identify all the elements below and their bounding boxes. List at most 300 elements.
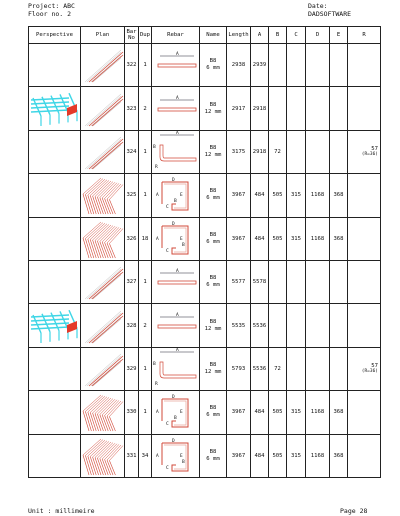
dimension-label: B bbox=[174, 416, 177, 422]
column-header: Name bbox=[200, 27, 227, 44]
plan-cell bbox=[81, 174, 125, 217]
plan-stirrup bbox=[83, 178, 101, 194]
bar-name: B8 bbox=[209, 318, 217, 325]
plan-cell bbox=[81, 347, 125, 390]
dim-b-cell: 505 bbox=[269, 391, 287, 434]
plan-line bbox=[93, 362, 121, 386]
dim-a-cell: 484 bbox=[251, 434, 269, 477]
bar-size: 12 mm bbox=[204, 368, 222, 375]
rebar-cell bbox=[152, 130, 200, 173]
name-cell bbox=[200, 260, 227, 303]
plan-view bbox=[81, 174, 125, 216]
dim-r-cell bbox=[348, 174, 381, 217]
plan-stirrup bbox=[107, 228, 121, 243]
column-header: B bbox=[269, 27, 287, 44]
plan-line bbox=[93, 319, 121, 343]
bar-no-cell: 327 bbox=[125, 260, 139, 303]
name-cell bbox=[200, 434, 227, 477]
dim-a-cell: 5578 bbox=[251, 260, 269, 303]
radius-value: 57 bbox=[371, 362, 378, 369]
rebar-shape bbox=[152, 261, 200, 303]
rebar-cell bbox=[152, 347, 200, 390]
perspective-view bbox=[29, 435, 81, 477]
dim-e-cell bbox=[330, 87, 348, 130]
perspective-view bbox=[29, 174, 81, 216]
plan-stirrup bbox=[109, 185, 123, 200]
table-body bbox=[29, 44, 381, 478]
perspective-cell bbox=[29, 304, 81, 347]
dim-r-cell bbox=[348, 391, 381, 434]
plan-bar bbox=[92, 272, 123, 299]
dimension-label: R bbox=[155, 381, 158, 387]
model-beam bbox=[31, 327, 69, 329]
bar-size: 6 mm bbox=[206, 65, 220, 72]
plan-stirrup bbox=[83, 439, 101, 455]
plan-line bbox=[87, 139, 121, 169]
perspective-view bbox=[29, 131, 81, 173]
plan-view bbox=[81, 131, 125, 173]
bar-no-cell: 330 bbox=[125, 391, 139, 434]
dup-cell: 1 bbox=[139, 130, 152, 173]
plan-stirrup bbox=[109, 402, 123, 417]
table-header-row bbox=[29, 27, 381, 44]
dimension-label: D bbox=[172, 438, 175, 444]
dim-a-cell: 2918 bbox=[251, 87, 269, 130]
name-cell bbox=[200, 304, 227, 347]
rebar-cell bbox=[152, 174, 200, 217]
bar-size: 6 mm bbox=[206, 455, 220, 462]
bar-name: B8 bbox=[209, 405, 217, 412]
dim-e-cell bbox=[330, 44, 348, 87]
dimension-label: A bbox=[156, 236, 159, 242]
rebar-shape bbox=[152, 348, 200, 390]
bar-name: B8 bbox=[209, 361, 217, 368]
dimension-label: R bbox=[155, 164, 158, 170]
dim-d-cell bbox=[306, 260, 330, 303]
dup-cell: 2 bbox=[139, 304, 152, 347]
bar-name: B8 bbox=[209, 144, 217, 151]
plan-bar bbox=[89, 96, 123, 126]
perspective-cell bbox=[29, 391, 81, 434]
plan-line bbox=[93, 102, 121, 126]
rebar-bar bbox=[158, 108, 196, 111]
dim-r-cell bbox=[348, 87, 381, 130]
dim-r-cell bbox=[348, 260, 381, 303]
dimension-label: E bbox=[180, 453, 183, 459]
dim-r-cell bbox=[348, 434, 381, 477]
dim-r-cell bbox=[348, 217, 381, 260]
plan-line bbox=[85, 137, 121, 169]
table-row bbox=[29, 174, 381, 217]
dim-e-cell bbox=[330, 304, 348, 347]
dimension-label: A bbox=[176, 130, 179, 136]
dim-e-cell bbox=[330, 260, 348, 303]
dim-b-cell bbox=[269, 260, 287, 303]
plan-line bbox=[87, 52, 121, 82]
bar-no-cell: 329 bbox=[125, 347, 139, 390]
perspective-cell bbox=[29, 347, 81, 390]
plan-bar bbox=[92, 55, 123, 82]
dim-e-cell: 368 bbox=[330, 391, 348, 434]
dimension-label: A bbox=[176, 347, 179, 353]
dimension-label: B bbox=[174, 199, 177, 205]
dimension-label: A bbox=[176, 52, 179, 58]
name-cell bbox=[200, 391, 227, 434]
dim-a-cell: 484 bbox=[251, 391, 269, 434]
perspective-view bbox=[29, 261, 81, 303]
plan-stirrup bbox=[85, 222, 103, 238]
column-header: R bbox=[348, 27, 381, 44]
perspective-view bbox=[29, 348, 81, 390]
table-row bbox=[29, 130, 381, 173]
rebar-shape bbox=[152, 88, 200, 130]
plan-cell bbox=[81, 304, 125, 347]
rebar-bar bbox=[158, 281, 196, 284]
bar-size: 6 mm bbox=[206, 195, 220, 202]
dim-c-cell bbox=[287, 44, 306, 87]
plan-line bbox=[93, 275, 121, 299]
length-cell: 3967 bbox=[227, 434, 251, 477]
dimension-label: A bbox=[176, 95, 179, 101]
plan-line bbox=[87, 313, 121, 343]
dimension-label: E bbox=[180, 236, 183, 242]
rebar-bar bbox=[160, 362, 196, 378]
dimension-label: A bbox=[176, 269, 179, 275]
dimension-label: A bbox=[156, 453, 159, 459]
dim-c-cell bbox=[287, 260, 306, 303]
dimension-label: B bbox=[153, 144, 156, 150]
plan-cell bbox=[81, 391, 125, 434]
dim-b-cell: 72 bbox=[269, 347, 287, 390]
dim-d-cell bbox=[306, 304, 330, 347]
column-header: Plan bbox=[81, 27, 125, 44]
dim-b-cell bbox=[269, 304, 287, 347]
unit-label: Unit : millimeire bbox=[28, 507, 95, 515]
dim-a-cell: 484 bbox=[251, 217, 269, 260]
plan-view bbox=[81, 218, 125, 260]
plan-view bbox=[81, 435, 125, 477]
length-cell: 3175 bbox=[227, 130, 251, 173]
plan-line bbox=[91, 273, 121, 299]
rebar-cell bbox=[152, 44, 200, 87]
rebar-shape bbox=[152, 391, 200, 433]
table-row bbox=[29, 87, 381, 130]
radius-note: (R=36) bbox=[361, 368, 378, 374]
bar-no-cell: 325 bbox=[125, 174, 139, 217]
table-row bbox=[29, 347, 381, 390]
plan-stirrup bbox=[85, 396, 103, 412]
bar-no-cell: 323 bbox=[125, 87, 139, 130]
plan-line bbox=[93, 145, 121, 169]
rebar-cell bbox=[152, 87, 200, 130]
dim-d-cell: 1168 bbox=[306, 174, 330, 217]
rebar-cell bbox=[152, 217, 200, 260]
plan-view bbox=[81, 261, 125, 303]
dim-c-cell: 315 bbox=[287, 174, 306, 217]
perspective-cell bbox=[29, 87, 81, 130]
plan-cell bbox=[81, 434, 125, 477]
length-cell: 5793 bbox=[227, 347, 251, 390]
dup-cell: 1 bbox=[139, 260, 152, 303]
project-header bbox=[28, 2, 75, 18]
plan-bar bbox=[89, 52, 123, 82]
plan-line bbox=[85, 267, 121, 299]
plan-line bbox=[85, 354, 121, 386]
rebar-shape bbox=[152, 131, 200, 173]
dup-cell: 2 bbox=[139, 87, 152, 130]
dim-d-cell: 1168 bbox=[306, 434, 330, 477]
bar-no-cell: 331 bbox=[125, 434, 139, 477]
plan-line bbox=[87, 269, 121, 299]
column-header: Perspective bbox=[29, 27, 81, 44]
column-header: E bbox=[330, 27, 348, 44]
plan-line bbox=[91, 143, 121, 169]
plan-line bbox=[87, 356, 121, 386]
page-number: Page 28 bbox=[340, 507, 368, 515]
table-row bbox=[29, 260, 381, 303]
column-header: Bar No bbox=[125, 27, 139, 44]
rebar-shape bbox=[152, 44, 200, 86]
dim-d-cell: 1168 bbox=[306, 217, 330, 260]
dimension-label: A bbox=[176, 312, 179, 318]
dimension-label: D bbox=[172, 395, 175, 401]
bar-no-cell: 322 bbox=[125, 44, 139, 87]
rebar-cell bbox=[152, 260, 200, 303]
plan-line bbox=[91, 56, 121, 82]
dim-e-cell: 368 bbox=[330, 174, 348, 217]
perspective-view bbox=[29, 88, 81, 130]
date-header bbox=[308, 2, 351, 18]
column-header: Length bbox=[227, 27, 251, 44]
column-header: A bbox=[251, 27, 269, 44]
plan-line bbox=[85, 50, 121, 82]
dimension-label: A bbox=[156, 193, 159, 199]
length-cell: 3967 bbox=[227, 174, 251, 217]
dim-b-cell bbox=[269, 87, 287, 130]
name-cell bbox=[200, 217, 227, 260]
dup-cell: 1 bbox=[139, 44, 152, 87]
rebar-cell bbox=[152, 304, 200, 347]
plan-stirrup bbox=[107, 184, 121, 199]
radius-note: (R=36) bbox=[361, 151, 378, 157]
perspective-cell bbox=[29, 434, 81, 477]
plan-view bbox=[81, 88, 125, 130]
bar-size: 6 mm bbox=[206, 412, 220, 419]
dimension-label: D bbox=[172, 221, 175, 227]
perspective-view bbox=[29, 218, 81, 260]
plan-line bbox=[93, 58, 121, 82]
dimension-label: E bbox=[180, 410, 183, 416]
dimension-label: B bbox=[182, 459, 185, 465]
name-cell bbox=[200, 87, 227, 130]
column-header: Rebar bbox=[152, 27, 200, 44]
length-cell: 2938 bbox=[227, 44, 251, 87]
plan-cell bbox=[81, 130, 125, 173]
dimension-label: E bbox=[180, 193, 183, 199]
bar-size: 6 mm bbox=[206, 238, 220, 245]
plan-stirrup bbox=[109, 228, 123, 243]
dim-b-cell: 72 bbox=[269, 130, 287, 173]
bar-size: 12 mm bbox=[204, 151, 222, 158]
bar-name: B8 bbox=[209, 101, 217, 108]
plan-bar bbox=[92, 142, 123, 169]
dim-c-cell: 315 bbox=[287, 434, 306, 477]
plan-line bbox=[91, 317, 121, 343]
dim-b-cell: 505 bbox=[269, 174, 287, 217]
perspective-cell bbox=[29, 130, 81, 173]
table-row bbox=[29, 434, 381, 477]
plan-stirrup bbox=[107, 445, 121, 460]
dim-b-cell: 505 bbox=[269, 217, 287, 260]
plan-bar bbox=[92, 359, 123, 386]
dim-b-cell: 505 bbox=[269, 434, 287, 477]
model-beam bbox=[31, 110, 69, 112]
perspective-view bbox=[29, 44, 81, 86]
plan-line bbox=[85, 311, 121, 343]
perspective-view bbox=[29, 391, 81, 433]
plan-bar bbox=[89, 139, 123, 169]
dim-c-cell: 315 bbox=[287, 217, 306, 260]
plan-bar bbox=[89, 269, 123, 299]
date-label: Date: bbox=[308, 2, 328, 10]
bar-name: B8 bbox=[209, 275, 217, 282]
bar-no-cell: 326 bbox=[125, 217, 139, 260]
bar-name: B8 bbox=[209, 231, 217, 238]
plan-stirrup bbox=[109, 445, 123, 460]
plan-bar bbox=[92, 316, 123, 343]
plan-view bbox=[81, 44, 125, 86]
dim-r-cell bbox=[348, 44, 381, 87]
plan-stirrup bbox=[85, 439, 103, 455]
plan-line bbox=[91, 100, 121, 126]
dimension-label: C bbox=[166, 205, 169, 211]
rebar-shape bbox=[152, 435, 200, 477]
perspective-cell bbox=[29, 260, 81, 303]
table-row bbox=[29, 217, 381, 260]
dim-d-cell: 1168 bbox=[306, 391, 330, 434]
model-beam bbox=[31, 315, 69, 317]
length-cell: 5535 bbox=[227, 304, 251, 347]
dup-cell: 1 bbox=[139, 391, 152, 434]
dim-d-cell bbox=[306, 347, 330, 390]
dim-r-cell bbox=[348, 347, 381, 390]
plan-view bbox=[81, 305, 125, 347]
radius-value: 57 bbox=[371, 145, 378, 152]
dup-cell: 1 bbox=[139, 347, 152, 390]
plan-cell bbox=[81, 260, 125, 303]
dim-a-cell: 5536 bbox=[251, 347, 269, 390]
rebar-shape bbox=[152, 218, 200, 260]
bar-no-cell: 324 bbox=[125, 130, 139, 173]
dimension-label: D bbox=[172, 178, 175, 184]
bar-no-cell: 328 bbox=[125, 304, 139, 347]
dup-cell: 34 bbox=[139, 434, 152, 477]
perspective-view bbox=[29, 305, 81, 347]
dup-cell: 18 bbox=[139, 217, 152, 260]
column-header: Dup bbox=[139, 27, 152, 44]
dim-a-cell: 2918 bbox=[251, 130, 269, 173]
dim-e-cell: 368 bbox=[330, 217, 348, 260]
plan-bar bbox=[89, 356, 123, 386]
dim-c-cell bbox=[287, 130, 306, 173]
rebar-cell bbox=[152, 391, 200, 434]
dim-c-cell: 315 bbox=[287, 391, 306, 434]
dim-d-cell bbox=[306, 44, 330, 87]
dim-e-cell: 368 bbox=[330, 434, 348, 477]
dim-a-cell: 2939 bbox=[251, 44, 269, 87]
plan-cell bbox=[81, 87, 125, 130]
perspective-cell bbox=[29, 44, 81, 87]
rebar-bar bbox=[160, 145, 196, 161]
dim-c-cell bbox=[287, 87, 306, 130]
plan-stirrup bbox=[83, 395, 101, 411]
bar-name: B8 bbox=[209, 188, 217, 195]
length-cell: 2917 bbox=[227, 87, 251, 130]
column-header: C bbox=[287, 27, 306, 44]
bar-size: 12 mm bbox=[204, 108, 222, 115]
dimension-label: C bbox=[166, 422, 169, 428]
dimension-label: C bbox=[166, 465, 169, 471]
plan-stirrup bbox=[83, 222, 101, 238]
name-cell bbox=[200, 130, 227, 173]
dim-c-cell bbox=[287, 347, 306, 390]
plan-view bbox=[81, 391, 125, 433]
length-cell: 5577 bbox=[227, 260, 251, 303]
plan-line bbox=[87, 96, 121, 126]
rebar-bar bbox=[158, 325, 196, 328]
rebar-bar bbox=[158, 64, 196, 67]
dup-cell: 1 bbox=[139, 174, 152, 217]
name-cell bbox=[200, 174, 227, 217]
table-row bbox=[29, 304, 381, 347]
dimension-label: C bbox=[166, 248, 169, 254]
dim-d-cell bbox=[306, 87, 330, 130]
dim-c-cell bbox=[287, 304, 306, 347]
dimension-label: B bbox=[153, 361, 156, 367]
dim-r-cell bbox=[348, 304, 381, 347]
perspective-cell bbox=[29, 174, 81, 217]
rebar-shape bbox=[152, 305, 200, 347]
dim-e-cell bbox=[330, 130, 348, 173]
plan-bar bbox=[89, 313, 123, 343]
rebar-schedule-table bbox=[28, 26, 381, 478]
dim-d-cell bbox=[306, 130, 330, 173]
table-row bbox=[29, 391, 381, 434]
dim-e-cell bbox=[330, 347, 348, 390]
dim-r-cell bbox=[348, 130, 381, 173]
plan-stirrup bbox=[107, 401, 121, 416]
name-cell bbox=[200, 44, 227, 87]
dim-a-cell: 5536 bbox=[251, 304, 269, 347]
company-name: DADSOFTWARE bbox=[308, 10, 352, 18]
perspective-cell bbox=[29, 217, 81, 260]
length-cell: 3967 bbox=[227, 217, 251, 260]
bar-size: 6 mm bbox=[206, 282, 220, 289]
plan-bar bbox=[92, 99, 123, 126]
bar-name: B8 bbox=[209, 58, 217, 65]
plan-line bbox=[85, 94, 121, 126]
rebar-shape bbox=[152, 174, 200, 216]
bar-size: 12 mm bbox=[204, 325, 222, 332]
project-name: Project: ABC bbox=[28, 2, 75, 10]
plan-stirrup bbox=[85, 179, 103, 195]
name-cell bbox=[200, 347, 227, 390]
dim-a-cell: 484 bbox=[251, 174, 269, 217]
length-cell: 3967 bbox=[227, 391, 251, 434]
plan-line bbox=[91, 360, 121, 386]
bar-name: B8 bbox=[209, 448, 217, 455]
rebar-cell bbox=[152, 434, 200, 477]
